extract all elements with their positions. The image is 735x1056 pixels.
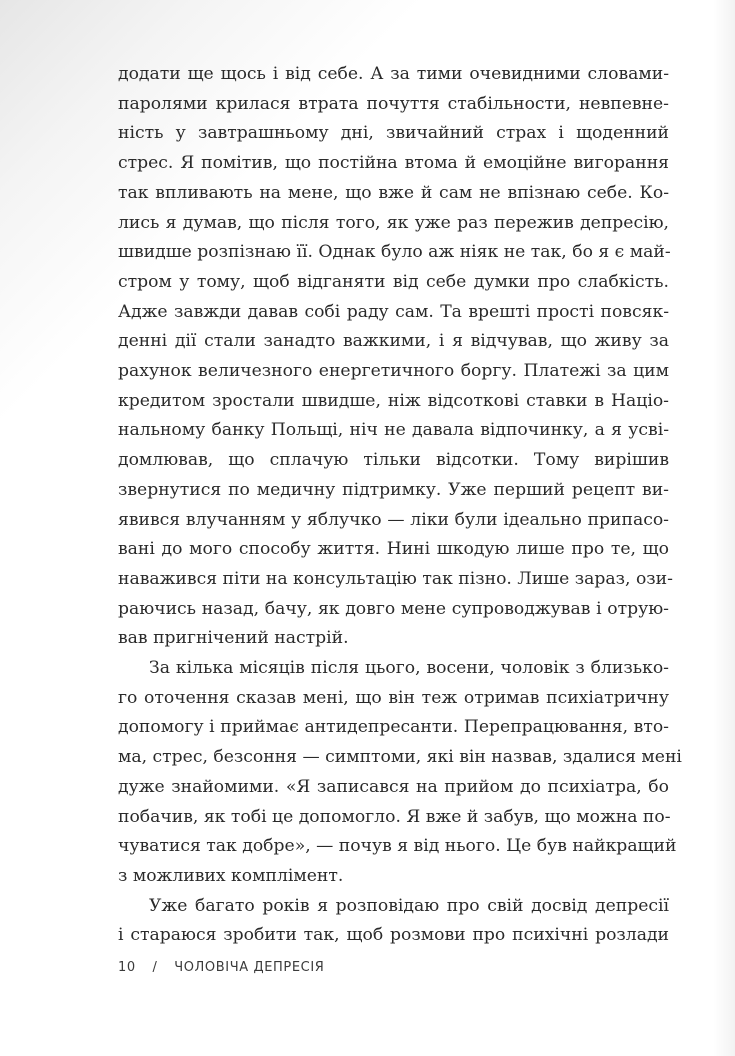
paragraph-first-line: Уже багато років я розповідаю про свій досвід депресії xyxy=(149,895,669,916)
text-line: го оточення сказав мені, що він теж отримав психіатричну xyxy=(118,687,669,708)
text-line: рахунок величезного енергетичного боргу. Платежі за цим xyxy=(118,361,669,382)
text-line: стрес. Я помітив, що постійна втома й емоційне вигорання xyxy=(118,153,669,174)
text-line: звернутися по медичну підтримку. Уже перший рецепт ви- xyxy=(118,479,669,500)
text-line: паролями крилася втрата почуття стабільности, невпевне- xyxy=(118,93,669,114)
text-line: побачив, як тобі це допомогло. Я вже й забув, що можна по- xyxy=(118,806,671,827)
text-line: денні дії стали занадто важкими, і я відчував, що живу за xyxy=(118,331,669,352)
paragraph-first-line: За кілька місяців після цього, восени, чоловік з близько- xyxy=(149,658,669,679)
body-text xyxy=(118,60,682,951)
footer-separator: / xyxy=(152,960,158,975)
text-line: Адже завжди давав собі раду сам. Та врешті прості повсяк- xyxy=(118,301,669,322)
text-line: і стараюся зробити так, щоб розмови про психічні розлади xyxy=(118,925,669,946)
text-line: ма, стрес, безсоння — симптоми, які він назвав, здалися мені xyxy=(118,747,682,768)
text-line: лись я думав, що після того, як уже раз пережив депресію, xyxy=(118,212,669,233)
text-line: явився влучанням у яблучко — ліки були ідеально припасо- xyxy=(118,509,669,530)
running-title: ЧОЛОВІЧА ДЕПРЕСІЯ xyxy=(174,960,325,975)
text-line: чуватися так добре», — почув я від нього. Це був найкращий xyxy=(118,836,677,857)
text-line: кредитом зростали швидше, ніж відсоткові ставки в Націо- xyxy=(118,390,669,411)
text-line: ність у завтрашньому дні, звичайний страх і щоденний xyxy=(118,123,669,144)
text-line: дуже знайомими. «Я записався на прийом до психіатра, бо xyxy=(118,776,669,797)
page-footer xyxy=(118,960,324,975)
text-line: вав пригнічений настрій. xyxy=(118,628,349,649)
text-line: раючись назад, бачу, як довго мене супроводжував і отрую- xyxy=(118,598,669,619)
page-number: 10 xyxy=(118,960,136,975)
text-line: стром у тому, щоб відганяти від себе думки про слабкість. xyxy=(118,271,669,292)
page-edge-shadow xyxy=(713,0,735,1056)
text-line: нальному банку Польщі, ніч не давала відпочинку, а я усві- xyxy=(118,420,669,441)
text-line: швидше розпізнаю її. Однак було аж ніяк не так, бо я є май- xyxy=(118,242,671,263)
text-line: додати ще щось і від себе. А за тими очевидними словами- xyxy=(118,64,669,84)
text-line: вані до мого способу життя. Нині шкодую лише про те, що xyxy=(118,539,669,560)
text-line: допомогу і приймає антидепресанти. Перепрацювання, вто- xyxy=(118,717,669,738)
text-line: так впливають на мене, що вже й сам не впізнаю себе. Ко- xyxy=(118,182,669,203)
text-line: наважився піти на консультацію так пізно. Лише зараз, ози- xyxy=(118,568,673,589)
text-line: з можливих комплімент. xyxy=(118,865,344,886)
text-line: домлював, що сплачую тільки відсотки. Тому вирішив xyxy=(118,450,669,471)
